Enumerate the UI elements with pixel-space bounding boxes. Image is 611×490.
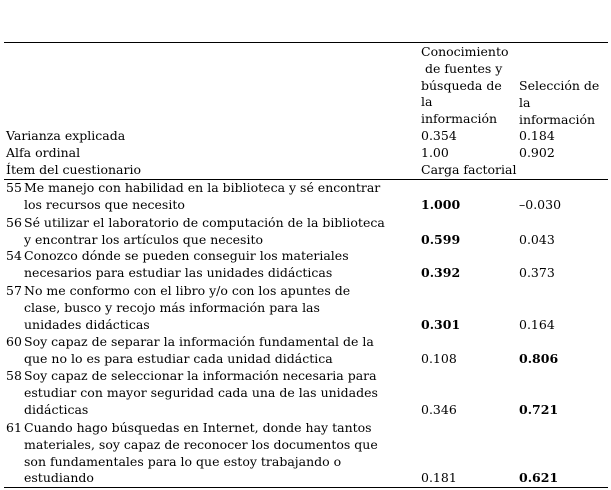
item-text-line: son fundamentales para lo que estoy trabajando o — [24, 453, 342, 469]
loading-col1: 1.000 — [421, 197, 461, 212]
item-text — [24, 334, 416, 368]
item-text-line: Soy capaz de seleccionar la información necesaria para — [24, 368, 377, 383]
header-col1-line: de fuentes y — [425, 60, 503, 76]
item-number: 57 — [6, 283, 22, 298]
loading-col1: 0.599 — [421, 232, 461, 247]
loading-col1: 0.108 — [421, 351, 457, 366]
table-bottom-rule — [4, 487, 608, 488]
item-text — [24, 368, 416, 418]
header-col2-line: información — [519, 111, 596, 127]
item-text-line: materiales, soy capaz de reconocer los documentos que — [24, 436, 378, 452]
variance-label: Varianza explicada — [6, 128, 126, 143]
header-col1-line: información — [421, 111, 498, 127]
item-text-line: necesarios para estudiar las unidades didácticas — [24, 264, 333, 280]
loading-col2: –0.030 — [519, 197, 562, 212]
loading-col1: 0.181 — [421, 470, 457, 485]
header-col1-line: Conocimiento — [421, 44, 509, 59]
item-text-line: estudiar con mayor seguridad cada una de las unidades — [24, 384, 378, 400]
item-text-line: que no lo es para estudiar cada unidad didáctica — [24, 350, 333, 366]
header-col-selection — [519, 78, 599, 128]
item-text-line: clase, busco y recojo más información para las — [24, 299, 320, 315]
header-col-knowledge — [421, 44, 509, 128]
alpha-col1: 1.00 — [421, 145, 449, 160]
item-column-label: Ítem del cuestionario — [6, 162, 141, 177]
item-text-line: Conozco dónde se pueden conseguir los materiales — [24, 248, 349, 263]
item-number: 54 — [6, 248, 22, 263]
item-text-line: estudiando — [24, 470, 94, 486]
loading-col1: 0.392 — [421, 265, 461, 280]
header-col2-line: Selección de — [519, 78, 600, 93]
item-text-line: los recursos que necesito — [24, 196, 185, 212]
item-text-line: No me conformo con el libro y/o con los apuntes de — [24, 283, 351, 298]
item-text — [24, 420, 416, 487]
variance-col1: 0.354 — [421, 128, 457, 143]
item-text — [24, 248, 416, 282]
header-col2-line: la — [519, 94, 531, 110]
item-number: 60 — [6, 334, 22, 349]
item-text — [24, 215, 416, 249]
loading-label: Carga factorial — [421, 162, 517, 177]
item-text-line: y encontrar los artículos que necesito — [24, 231, 264, 247]
loading-col2: 0.806 — [519, 351, 559, 366]
item-text-line: unidades didácticas — [24, 316, 150, 332]
item-text-line: Sé utilizar el laboratorio de computación de la biblioteca — [24, 215, 385, 230]
item-number: 56 — [6, 215, 22, 230]
variance-col2: 0.184 — [519, 128, 555, 143]
alpha-col2: 0.902 — [519, 145, 555, 160]
loading-col2: 0.721 — [519, 402, 559, 417]
loading-col1: 0.346 — [421, 402, 457, 417]
item-number: 58 — [6, 368, 22, 383]
loading-col2: 0.164 — [519, 317, 555, 332]
loading-col1: 0.301 — [421, 317, 461, 332]
loading-col2: 0.621 — [519, 470, 559, 485]
alpha-label: Alfa ordinal — [6, 145, 81, 160]
item-text-line: Soy capaz de separar la información fundamental de la — [24, 334, 374, 349]
item-text — [24, 283, 416, 333]
header-col1-line: la — [421, 94, 433, 110]
item-text-line: didácticas — [24, 401, 89, 417]
item-text — [24, 180, 416, 214]
item-number: 61 — [6, 420, 22, 435]
table-top-rule — [4, 42, 608, 43]
item-number: 55 — [6, 180, 22, 195]
item-text-line: Me manejo con habilidad en la biblioteca y sé encontrar — [24, 180, 381, 195]
header-col1-line: búsqueda de — [421, 77, 502, 93]
loading-col2: 0.373 — [519, 265, 555, 280]
item-text-line: Cuando hago búsquedas en Internet, donde hay tantos — [24, 420, 372, 435]
loading-col2: 0.043 — [519, 232, 555, 247]
